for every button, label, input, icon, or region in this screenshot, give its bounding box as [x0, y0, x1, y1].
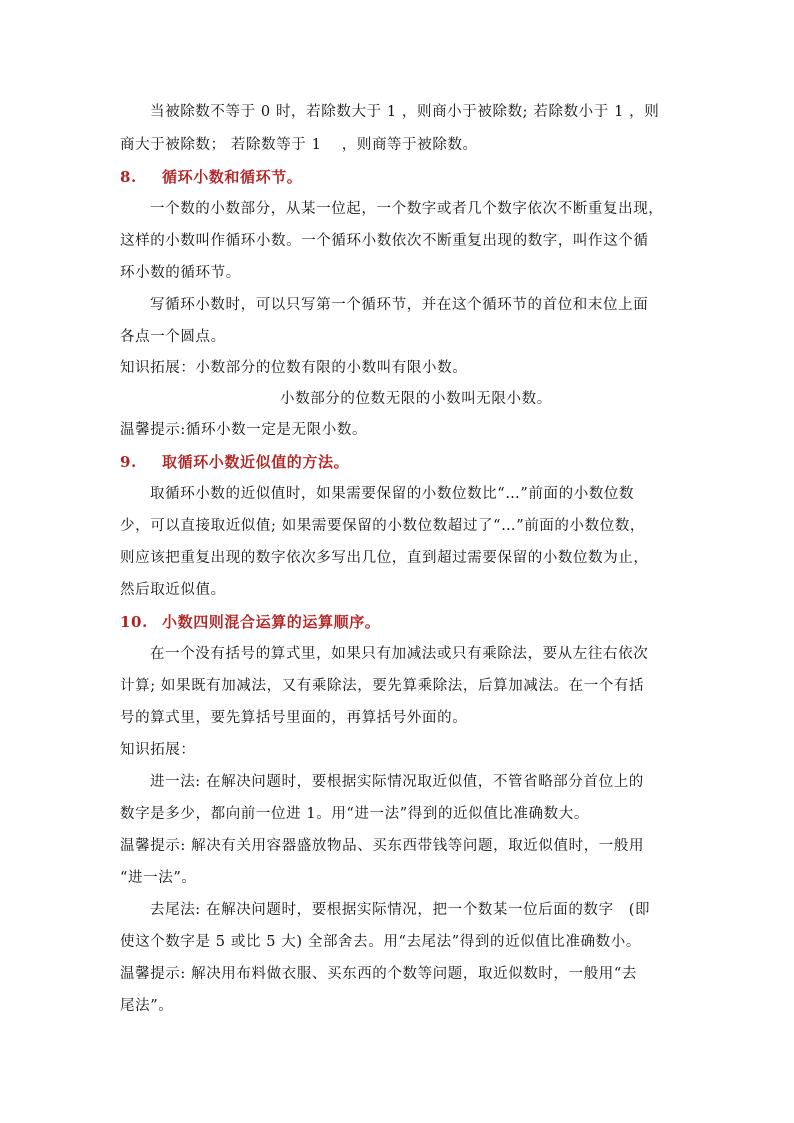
para-line: 在一个没有括号的算式里，如果只有加减法或只有乘除法，要从左往右依次 — [150, 646, 649, 662]
section-number: 10. — [120, 613, 148, 631]
para-line: 商大于被除数； 若除数等于 1 ，则商等于被除数。 — [120, 137, 478, 153]
para-line: 则应该把重复出现的数字依次多写出几位，直到超过需要保留的小数位数为止， — [120, 550, 649, 566]
para-line: 环小数的循环节。 — [120, 265, 241, 281]
para-line: 使这个数字是 5 或比 5 大) 全部舍去。用“去尾法”得到的近似值比准确数小。 — [120, 934, 641, 950]
tip-line: 温馨提示: 解决有关用容器盛放物品、买东西带钱等问题，取近似值时，一般用 — [120, 838, 645, 854]
section-number: 9. — [120, 453, 137, 471]
para-line: 一个数的小数部分，从某一位起，一个数字或者几个数字依次不断重复出现， — [150, 201, 664, 217]
para-line: 取循环小数的近似值时，如果需要保留的小数位数比“…”前面的小数位数 — [150, 486, 635, 502]
tip-line: 温馨提示:循环小数一定是无限小数。 — [120, 422, 368, 438]
para-line: 少，可以直接取近似值; 如果需要保留的小数位数超过了“…”前面的小数位数， — [120, 518, 646, 534]
section-number: 8. — [120, 168, 137, 186]
section-heading-10 — [120, 612, 680, 632]
section-title: 小数四则混合运算的运算顺序。 — [162, 613, 381, 631]
para-line: 进一法: 在解决问题时，要根据实际情况取近似值，不管省略部分首位上的 — [150, 774, 644, 790]
section-heading-9 — [120, 452, 680, 472]
para-line: 去尾法: 在解决问题时，要根据实际情况，把一个数某一位后面的数字 (即 — [150, 902, 651, 918]
knowledge-extension: 知识拓展： — [120, 742, 196, 758]
tip-line: 尾法”。 — [120, 998, 174, 1014]
knowledge-extension-cont: 小数部分的位数无限的小数叫无限小数。 — [280, 391, 552, 407]
tip-line: 温馨提示: 解决用布料做衣服、买东西的个数等问题，取近似数时，一般用“去 — [120, 966, 638, 982]
para-line: 当被除数不等于 0 时，若除数大于 1 ，则商小于被除数; 若除数小于 1 ，则 — [150, 104, 660, 120]
para-line: 各点一个圆点。 — [120, 329, 226, 345]
para-line: 这样的小数叫作循环小数。一个循环小数依次不断重复出现的数字，叫作这个循 — [120, 233, 649, 249]
section-title: 取循环小数近似值的方法。 — [162, 453, 350, 471]
para-line: 计算; 如果既有加减法，又有乘除法，要先算乘除法，后算加减法。在一个有括 — [120, 678, 645, 694]
para-line: 号的算式里，要先算括号里面的，再算括号外面的。 — [120, 710, 468, 726]
section-title: 循环小数和循环节。 — [162, 168, 303, 186]
para-line: 数字是多少，都向前一位进 1。用“进一法”得到的近似值比准确数大。 — [120, 806, 589, 822]
tip-line: “进一法”。 — [120, 870, 197, 886]
section-heading-8 — [120, 167, 680, 187]
knowledge-extension: 知识拓展：小数部分的位数有限的小数叫有限小数。 — [120, 360, 468, 376]
para-line: 写循环小数时，可以只写第一个循环节，并在这个循环节的首位和末位上面 — [150, 297, 649, 313]
para-line: 然后取近似值。 — [120, 582, 226, 598]
